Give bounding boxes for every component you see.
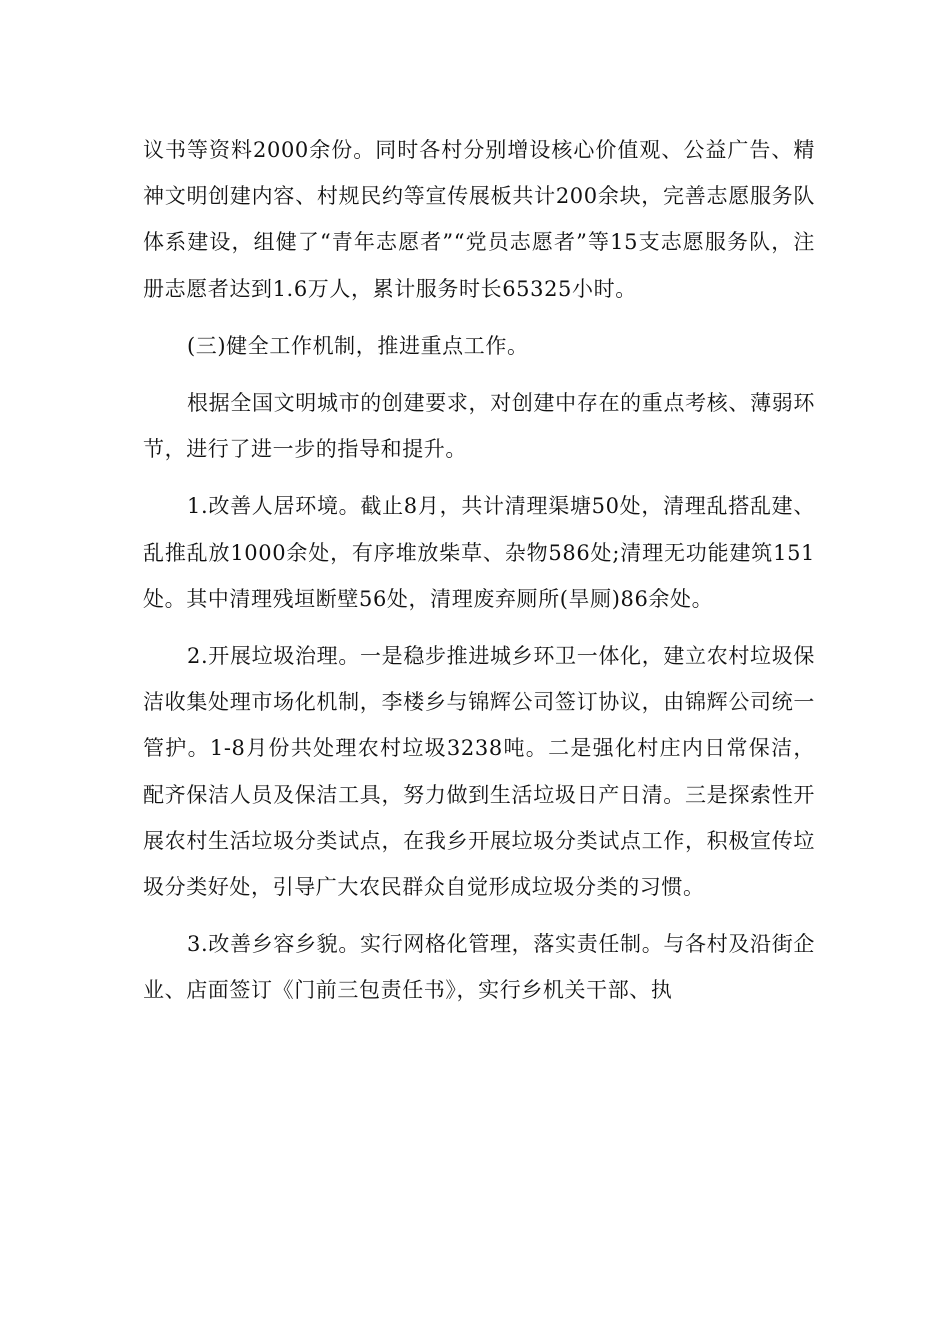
document-body (143, 127, 815, 1025)
paragraph-item-2: 2.开展垃圾治理。一是稳步推进城乡环卫一体化，建立农村垃圾保洁收集处理市场化机制，李楼乡与锦辉公司签订协议，由锦辉公司统一管护。1-8月份共处理农村垃圾3238吨。二是强化村庄内日常保洁，配齐保洁人员及保洁工具，努力做到生活垃圾日产日清。三是探索性开展农村生活垃圾分类试点，在我乡开展垃圾分类试点工作，积极宣传垃圾分类好处，引导广大农民群众自觉形成垃圾分类的习惯。 (143, 644, 815, 900)
paragraph-item-3: 3.改善乡容乡貌。实行网格化管理，落实责任制。与各村及沿街企业、店面签订《门前三包责任书》，实行乡机关干部、执 (143, 932, 815, 1003)
paragraph-2: 根据全国文明城市的创建要求，对创建中存在的重点考核、薄弱环节，进行了进一步的指导和提升。 (143, 391, 815, 462)
section-heading-3: (三)健全工作机制，推进重点工作。 (187, 333, 529, 358)
paragraph-item-1: 1.改善人居环境。截止8月，共计清理渠塘50处，清理乱搭乱建、乱推乱放1000余处，有序堆放柴草、杂物586处;清理无功能建筑151处。其中清理残垣断壁56处，清理废弃厕所(旱厕)86余处。 (143, 494, 815, 611)
paragraph-1: 议书等资料2000余份。同时各村分别增设核心价值观、公益广告、精神文明创建内容、村规民约等宣传展板共计200余块，完善志愿服务队体系建设，组健了“青年志愿者”“党员志愿者”等15支志愿服务队，注册志愿者达到1.6万人，累计服务时长65325小时。 (143, 138, 815, 301)
